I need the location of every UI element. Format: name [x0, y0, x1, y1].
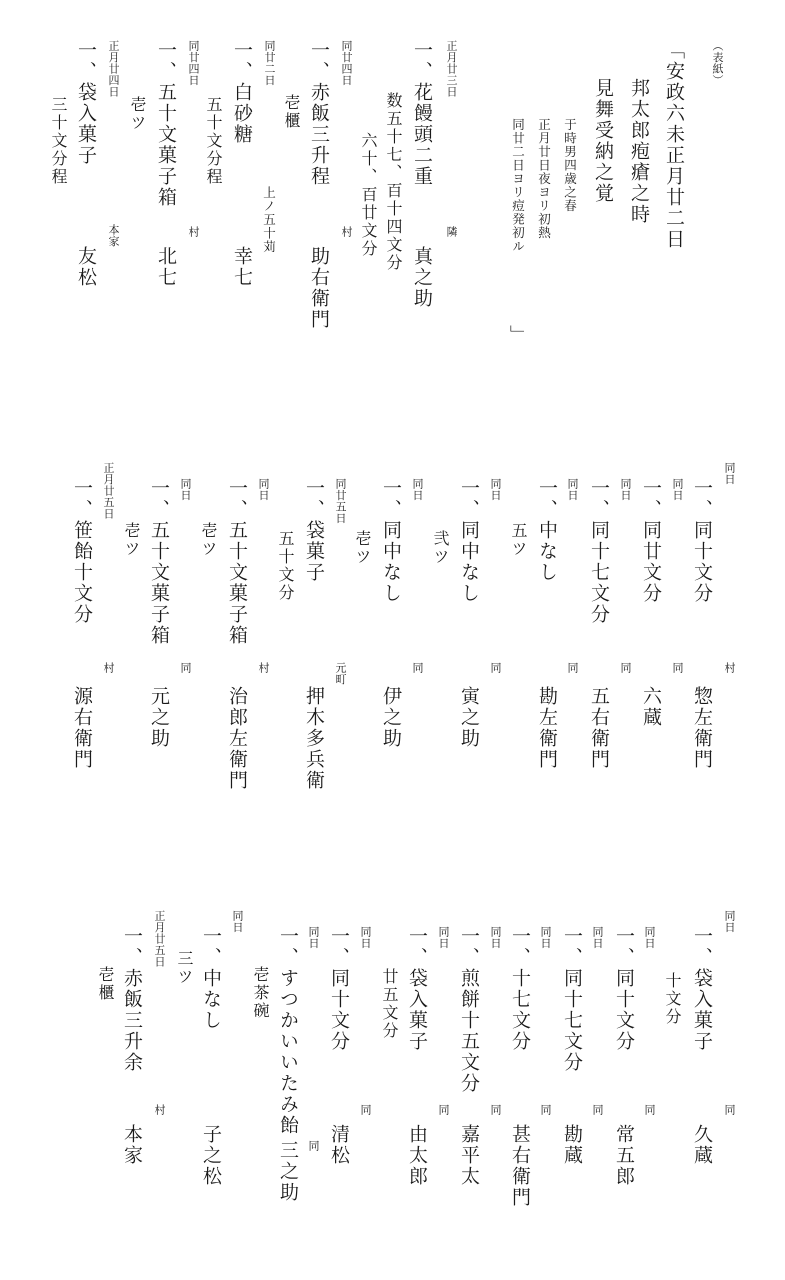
entry-loc: 同 — [619, 662, 632, 674]
entry-item: 一、十七文分 — [509, 926, 531, 1052]
entry-name: 真之助 — [411, 246, 433, 309]
entry-date: 同日 — [359, 926, 372, 949]
cover-title: 「安政六未正月廿二日 — [663, 40, 685, 250]
entry-item: 一、五十文菓子箱 — [226, 478, 248, 646]
entry-name: 助右衛門 — [308, 246, 330, 330]
entry-loc: 村 — [340, 226, 353, 238]
entry-name: 友松 — [75, 246, 97, 288]
entry-loc: 同 — [671, 662, 684, 674]
entry-item: 一、中なし — [536, 478, 558, 583]
entry-item: 一、赤飯三升余 — [121, 926, 143, 1073]
entry-sub: 数五十七、百十四文分 — [384, 92, 403, 272]
entry-loc: 村 — [257, 662, 270, 674]
entry-loc: 同 — [179, 662, 192, 674]
entry-loc: 隣 — [445, 226, 458, 238]
entry-name: 治郎左衛門 — [226, 686, 248, 791]
entry-sub: 三十文分程 — [49, 96, 68, 186]
cover-close: 」 — [507, 325, 529, 346]
entry-name: 勘左衛門 — [536, 686, 558, 770]
entry-sub: 廿五文分 — [380, 968, 399, 1040]
entry-sub2: 六十、百廿文分 — [359, 132, 378, 258]
entry-date: 同日 — [257, 478, 270, 501]
cover-note2: 正月廿日夜ヨリ初熱 — [536, 118, 552, 240]
entry-item: 一、同十七文分 — [588, 478, 610, 625]
cover-mark: （表紙） — [711, 40, 724, 86]
entry-sub: 三ツ — [175, 950, 194, 986]
entry-loc: 村 — [723, 662, 736, 674]
entry-item: 一、袋菓子 — [303, 478, 325, 583]
entry-loc: 同 — [723, 1104, 736, 1116]
entry-sub: 壱ツ — [199, 522, 218, 558]
entry-name: 久蔵 — [691, 1124, 713, 1166]
entry-date: 同日 — [489, 926, 502, 949]
entry-item: 一、煎餅十五文分 — [458, 926, 480, 1094]
entry-name: 押木多兵衛 — [303, 686, 325, 791]
entry-date: 同日 — [411, 478, 424, 501]
entry-name: 嘉平太 — [458, 1124, 480, 1187]
entry-name: 六蔵 — [640, 686, 662, 728]
entry-sub: 五十文分 — [276, 530, 295, 602]
entry-date: 正月廿五日 — [102, 462, 115, 520]
entry-date: 同日 — [566, 478, 579, 501]
entry-name: 勘蔵 — [561, 1124, 583, 1166]
entry-loc: 同 — [411, 662, 424, 674]
entry-name: 伊之助 — [380, 686, 402, 749]
entry-item: 一、笹飴十文分 — [71, 478, 93, 625]
entry-name: 惣左衛門 — [691, 686, 713, 770]
entry-sub2: 上ノ五十苅 — [261, 186, 277, 254]
entry-date: 同廿四日 — [187, 40, 200, 86]
entry-date: 同廿四日 — [340, 40, 353, 86]
entry-sub: 壱ツ — [128, 96, 147, 132]
entry-name: 子之松 — [200, 1124, 222, 1187]
entry-item: 一、中なし — [200, 926, 222, 1031]
entry-sub: 壱茶碗 — [251, 966, 270, 1020]
entry-date: 正月廿四日 — [107, 40, 120, 98]
entry-loc: 村 — [153, 1104, 166, 1116]
entry-date: 同日 — [231, 910, 244, 933]
cover-note1: 于時男四歳之春 — [562, 118, 578, 213]
entry-item: 一、五十文菓子箱 — [148, 478, 170, 646]
entry-loc: 元町 — [334, 662, 347, 685]
entry-sub: 壱櫃 — [282, 94, 301, 130]
entry-loc: 同 — [591, 1104, 604, 1116]
entry-item: 一、白砂糖 — [231, 40, 253, 145]
entry-name: 寅之助 — [458, 686, 480, 749]
entry-date: 同日 — [723, 910, 736, 933]
entry-name: 幸七 — [231, 246, 253, 288]
entry-item: 一、赤飯三升程 — [308, 40, 330, 187]
entry-date: 正月廿三日 — [445, 40, 458, 98]
entry-name: 元之助 — [148, 686, 170, 749]
entry-date: 同日 — [723, 462, 736, 485]
entry-loc: 同 — [437, 1104, 450, 1116]
entry-date: 同日 — [591, 926, 604, 949]
entry-name: 北七 — [155, 246, 177, 288]
entry-date: 同日 — [437, 926, 450, 949]
entry-item: 一、同十七文分 — [561, 926, 583, 1073]
entry-loc: 村 — [102, 662, 115, 674]
entry-loc: 同 — [489, 1104, 502, 1116]
entry-loc: 同 — [566, 662, 579, 674]
entry-name: 甚右衛門 — [509, 1124, 531, 1208]
entry-item: 一、同十文分 — [613, 926, 635, 1052]
entry-name: 三之助 — [277, 1140, 299, 1203]
entry-sub: 弐ツ — [431, 530, 450, 566]
entry-name: 由太郎 — [406, 1124, 428, 1187]
entry-loc: 本家 — [107, 224, 120, 247]
entry-loc: 同 — [489, 662, 502, 674]
entry-name: 本家 — [121, 1124, 143, 1166]
entry-date: 同日 — [619, 478, 632, 501]
entry-loc: 同 — [643, 1104, 656, 1116]
entry-item: 一、すつかいいたみ飴 — [277, 926, 299, 1136]
entry-date: 同日 — [307, 926, 320, 949]
entry-loc: 村 — [187, 226, 200, 238]
entry-date: 同日 — [489, 478, 502, 501]
entry-date: 同日 — [539, 926, 552, 949]
entry-sub: 壱ツ — [353, 530, 372, 566]
entry-date: 同日 — [179, 478, 192, 501]
entry-item: 一、花饅頭二重 — [411, 40, 433, 187]
entry-item: 一、同十文分 — [691, 478, 713, 604]
entry-name: 常五郎 — [613, 1124, 635, 1187]
entry-sub: 五十文分程 — [204, 96, 223, 186]
entry-item: 一、同中なし — [458, 478, 480, 604]
entry-date: 正月廿五日 — [153, 910, 166, 968]
entry-date: 同日 — [671, 478, 684, 501]
entry-item: 一、袋入菓子 — [75, 40, 97, 166]
entry-date: 同廿五日 — [334, 478, 347, 524]
entry-name: 清松 — [328, 1124, 350, 1166]
entry-sub: 五ツ — [509, 522, 528, 558]
entry-item: 一、同中なし — [380, 478, 402, 604]
cover-line2: 邦太郎疱瘡之時 — [628, 78, 650, 225]
entry-date: 同日 — [643, 926, 656, 949]
entry-sub: 壱ツ — [122, 522, 141, 558]
entry-item: 一、同廿文分 — [640, 478, 662, 604]
entry-name: 源右衛門 — [71, 686, 93, 770]
entry-loc: 同 — [539, 1104, 552, 1116]
entry-loc: 同 — [307, 1140, 320, 1152]
entry-item: 一、同十文分 — [328, 926, 350, 1052]
entry-name: 五右衛門 — [588, 686, 610, 770]
entry-item: 一、袋入菓子 — [691, 926, 713, 1052]
entry-item: 一、袋入菓子 — [406, 926, 428, 1052]
entry-loc: 同 — [359, 1104, 372, 1116]
entry-sub: 壱櫃 — [96, 966, 115, 1002]
cover-note3: 同廿二日ヨリ痘発初ル — [510, 118, 526, 253]
cover-line3: 見舞受納之覚 — [592, 78, 614, 204]
entry-date: 同廿二日 — [263, 40, 276, 86]
entry-item: 一、五十文菓子箱 — [155, 40, 177, 208]
entry-sub: 十文分 — [663, 972, 682, 1026]
